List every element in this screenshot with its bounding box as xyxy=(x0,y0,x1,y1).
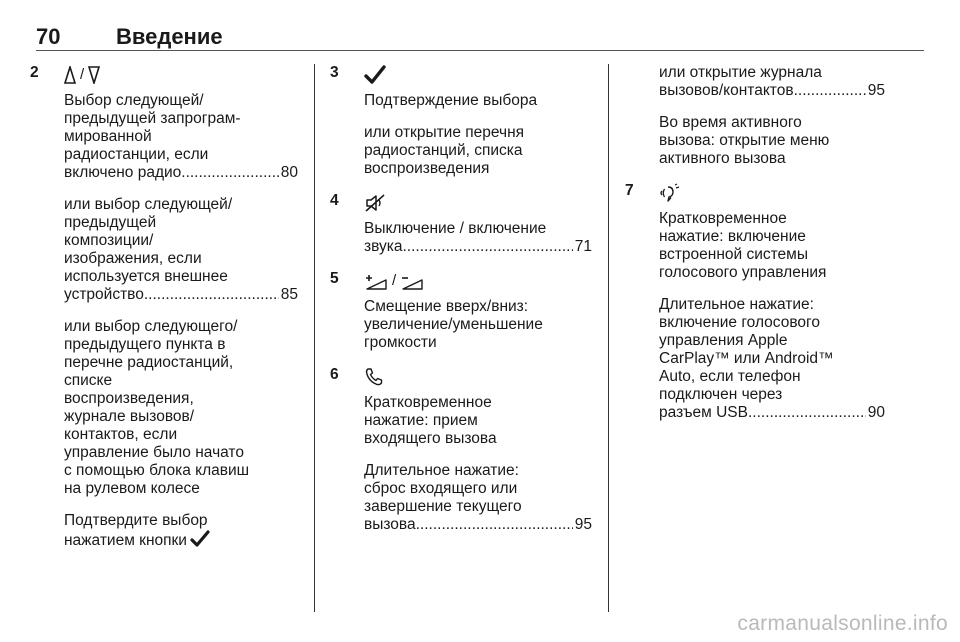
text-line: Кратковременное xyxy=(364,394,492,411)
text-line xyxy=(64,530,298,550)
volume-up-icon xyxy=(364,271,388,291)
text-line: вызова: открытие меню xyxy=(659,132,830,149)
text-line: используется внешнее xyxy=(64,268,228,285)
text-line: радиостанции, если xyxy=(64,146,209,163)
page-number: 70 xyxy=(36,24,61,49)
text-line: входящего вызова xyxy=(364,430,497,447)
entry-4 xyxy=(330,192,592,256)
icon-separator: / xyxy=(392,272,397,289)
paragraph xyxy=(659,64,885,100)
ref-page-number: 95 xyxy=(574,516,592,533)
entry-number: 7 xyxy=(625,182,634,199)
page-reference xyxy=(64,286,298,304)
icon-separator: / xyxy=(80,66,85,83)
text-line: или выбор следующей/ xyxy=(64,196,233,213)
column-1 xyxy=(30,64,298,564)
column-divider xyxy=(314,64,315,612)
text-line: изображения, если xyxy=(64,250,202,267)
text-line: Во время активного xyxy=(659,114,802,131)
text-line: журнале вызовов/ xyxy=(64,408,195,425)
entry-icons xyxy=(64,64,298,86)
column-2 xyxy=(330,64,592,548)
dot-leader xyxy=(416,516,573,534)
text-line: или открытие журнала xyxy=(659,64,822,81)
text-line: управления Apple xyxy=(659,332,788,349)
paragraph xyxy=(364,462,592,534)
text-fragment: нажатием кнопки xyxy=(64,532,187,549)
entry-icons xyxy=(364,270,592,292)
entry-number: 3 xyxy=(330,64,339,81)
paragraph xyxy=(64,92,298,182)
text-line: списке xyxy=(64,372,113,389)
ref-text: включено радио xyxy=(64,164,182,181)
paragraph xyxy=(364,220,592,256)
text-line: CarPlay™ или Android™ xyxy=(659,350,834,367)
ref-page-number: 85 xyxy=(280,286,298,303)
text-line: включение голосового xyxy=(659,314,820,331)
ref-page-number: 80 xyxy=(280,164,298,181)
text-line: нажатие: прием xyxy=(364,412,478,429)
entry-number: 2 xyxy=(30,64,39,81)
text-line: на рулевом колесе xyxy=(64,480,200,497)
entry-2 xyxy=(30,64,298,550)
page-reference xyxy=(364,516,592,534)
text-line: управление было начато xyxy=(64,444,244,461)
entry-number: 4 xyxy=(330,192,339,209)
page-reference xyxy=(659,82,885,100)
ref-page-number: 90 xyxy=(867,404,885,421)
text-line: с помощью блока клавиш xyxy=(64,462,250,479)
entry-icons xyxy=(364,192,592,214)
text-line: активного вызова xyxy=(659,150,786,167)
entry-7 xyxy=(625,182,885,422)
page-reference xyxy=(364,238,592,256)
text-line: Auto, если телефон xyxy=(659,368,801,385)
ref-text: разъем USB xyxy=(659,404,748,421)
text-line: Подтверждение выбора xyxy=(364,92,538,109)
text-line: воспроизведения, xyxy=(64,390,194,407)
column-divider xyxy=(608,64,609,612)
text-line: мированной xyxy=(64,128,152,145)
text-line: или выбор следующего/ xyxy=(64,318,238,335)
text-line: перечне радиостанций, xyxy=(64,354,234,371)
text-line: Выключение / включение xyxy=(364,220,547,237)
ref-page-number: 71 xyxy=(574,238,592,255)
text-line: сброс входящего или xyxy=(364,480,518,497)
page-reference xyxy=(64,164,298,182)
text-line: радиостанций, списка xyxy=(364,142,523,159)
text-line: предыдущей запрограм- xyxy=(64,110,241,127)
checkmark-icon xyxy=(190,530,210,548)
phone-icon xyxy=(364,367,384,387)
entry-3 xyxy=(330,64,592,178)
dot-leader xyxy=(748,404,866,422)
text-line: Подтвердите выбор xyxy=(64,512,208,529)
dot-leader xyxy=(181,164,278,182)
triangle-down-icon xyxy=(88,66,100,84)
entry-6-continued xyxy=(625,64,885,168)
paragraph xyxy=(64,318,298,498)
text-line: контактов, если xyxy=(64,426,178,443)
paragraph xyxy=(364,394,592,448)
text-line: завершение текущего xyxy=(364,498,522,515)
watermark: carmanualsonline.info xyxy=(737,612,948,635)
text-line: предыдущего пункта в xyxy=(64,336,226,353)
text-line: предыдущей xyxy=(64,214,157,231)
entry-icons xyxy=(364,64,592,86)
paragraph xyxy=(659,210,885,282)
text-line: Длительное нажатие: xyxy=(659,296,814,313)
paragraph xyxy=(659,114,885,168)
entry-icons xyxy=(364,366,592,388)
text-line: композиции/ xyxy=(64,232,154,249)
column-3 xyxy=(625,64,885,436)
entry-icons xyxy=(659,182,885,204)
dot-leader xyxy=(144,286,279,304)
text-line: или открытие перечня xyxy=(364,124,525,141)
page-title: Введение xyxy=(116,24,223,49)
header-rule xyxy=(36,50,924,51)
paragraph xyxy=(659,296,885,422)
text-line: громкости xyxy=(364,334,437,351)
entry-5 xyxy=(330,270,592,352)
text-line: Выбор следующей/ xyxy=(64,92,204,109)
checkmark-icon xyxy=(364,65,386,85)
volume-down-icon xyxy=(400,271,424,291)
page-reference xyxy=(659,404,885,422)
paragraph xyxy=(364,92,592,110)
voice-control-icon xyxy=(659,183,681,203)
paragraph xyxy=(364,298,592,352)
entry-6 xyxy=(330,366,592,534)
text-line: увеличение/уменьшение xyxy=(364,316,543,333)
paragraph xyxy=(64,196,298,304)
text-line: встроенной системы xyxy=(659,246,808,263)
paragraph xyxy=(364,124,592,178)
ref-text: устройство xyxy=(64,286,144,303)
text-line: Смещение вверх/вниз: xyxy=(364,298,529,315)
entry-number: 5 xyxy=(330,270,339,287)
mute-icon xyxy=(364,193,388,213)
triangle-up-icon xyxy=(64,66,76,84)
ref-text: вызовов/контактов xyxy=(659,82,794,99)
text-line: Кратковременное xyxy=(659,210,787,227)
text-line: Длительное нажатие: xyxy=(364,462,519,479)
ref-text: вызова xyxy=(364,516,416,533)
dot-leader xyxy=(794,82,866,100)
text-line: голосового управления xyxy=(659,264,827,281)
ref-page-number: 95 xyxy=(867,82,885,99)
dot-leader xyxy=(403,238,573,256)
text-line: воспроизведения xyxy=(364,160,490,177)
entry-number: 6 xyxy=(330,366,339,383)
ref-text: звука xyxy=(364,238,403,255)
text-line: нажатие: включение xyxy=(659,228,806,245)
text-line: подключен через xyxy=(659,386,783,403)
paragraph xyxy=(64,512,298,550)
